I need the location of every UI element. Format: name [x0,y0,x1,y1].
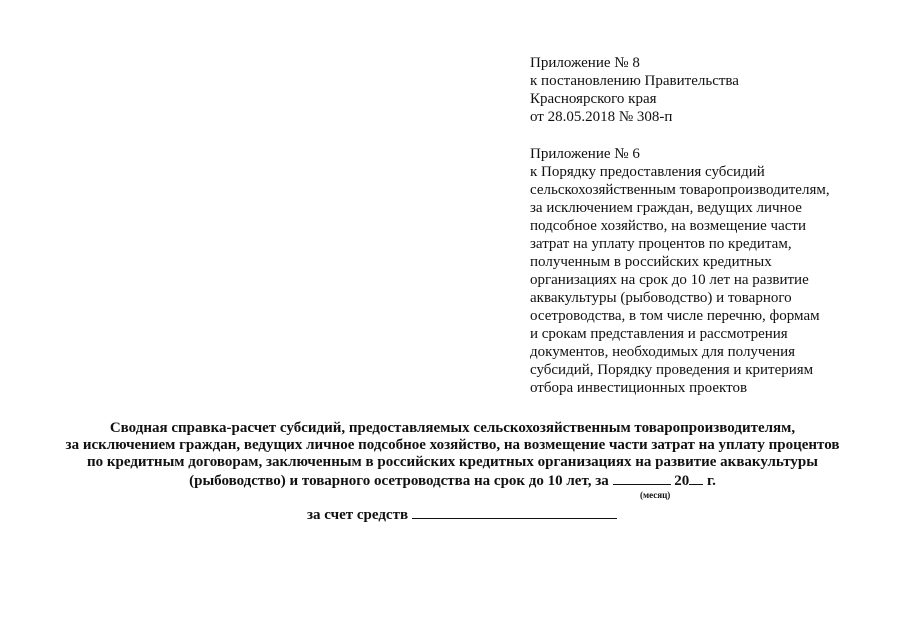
funds-source-blank-field[interactable] [412,505,617,519]
annex-6-line: полученным в российских кредитных [530,254,772,270]
year-suffix: г. [707,473,716,489]
annex-6-line: организациях на срок до 10 лет на развитие [530,272,809,288]
annex-6-header [530,145,860,397]
annex-8-line: Приложение № 8 [530,55,640,71]
annex-6-line: за исключением граждан, ведущих личное [530,200,802,216]
annex-6-line: субсидий, Порядку проведения и критериям [530,362,814,378]
annex-8-line: к постановлению Правительства [530,73,739,89]
annex-6-line: Приложение № 6 [530,146,640,162]
funds-source-row [307,505,617,524]
title-line: за исключением граждан, ведущих личное подсобное хозяйство, на возмещение части затрат на уплату процентов [65,437,840,453]
annex-6-line: к Порядку предоставления субсидий [530,164,765,180]
month-blank-field[interactable] [613,471,671,485]
annex-6-line: документов, необходимых для получения [530,344,796,360]
year-blank-field[interactable] [689,471,703,485]
annex-8-header [530,54,860,126]
annex-6-line: подсобное хозяйство, на возмещение части [530,218,806,234]
funds-label: за счет средств [307,507,409,523]
title-line: Сводная справка-расчет субсидий, предоставляемых сельскохозяйственным товаропроизводителям, [109,420,796,436]
annex-8-line: Красноярского края [530,91,657,107]
year-prefix: 20 [674,473,690,489]
annex-6-line: аквакультуры (рыбоводство) и товарного [530,290,792,306]
annex-6-line: осетроводства, в том числе перечню, формам [530,308,820,324]
title-line-prefix: (рыбоводство) и товарного осетроводства на срок до 10 лет, за [189,473,609,489]
annex-6-line: и срокам представления и рассмотрения [530,326,788,342]
annex-8-line: от 28.05.2018 № 308-п [530,109,673,125]
month-caption: (месяц) [640,490,671,500]
document-title [0,420,905,490]
title-line: по кредитным договорам, заключенным в российских кредитных организациях на развитие аквакультуры [86,454,818,470]
annex-6-line: сельскохозяйственным товаропроизводителям, [530,182,830,198]
annex-6-line: затрат на уплату процентов по кредитам, [530,236,792,252]
annex-6-line: отбора инвестиционных проектов [530,380,748,396]
title-line-period [0,471,905,490]
